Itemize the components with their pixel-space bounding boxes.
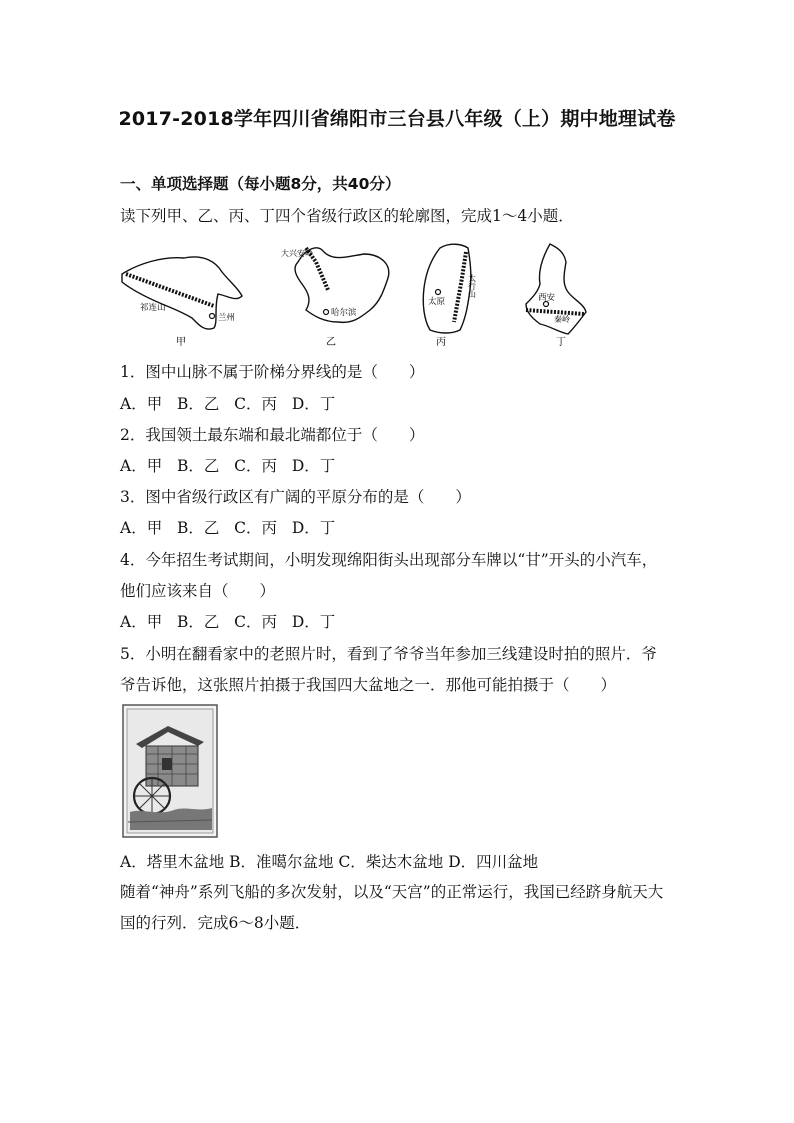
- label-taihang-mountain: 太行山: [467, 274, 477, 298]
- section-heading: 一、单项选择题（每小题8分，共40分）: [120, 175, 401, 193]
- question-4-options: [120, 612, 335, 632]
- label-qinling: 秦岭: [554, 315, 570, 324]
- question-5-line-2: 爷告诉他，这张照片拍摄于我国四大盆地之一．那他可能拍摄于（ ）: [120, 676, 617, 694]
- map-ding: [526, 244, 586, 348]
- exam-title: 2017-2018学年四川省绵阳市三台县八年级（上）期中地理试卷: [118, 108, 676, 130]
- option-b: B．乙: [176, 395, 220, 413]
- question-5-line-1: 5．小明在翻看家中的老照片时，看到了爷爷当年参加三线建设时拍的照片．爷: [120, 645, 657, 663]
- option-a: A．甲: [120, 457, 163, 475]
- question-5-options: A．塔里木盆地 B．准噶尔盆地 C．柴达木盆地 D．四川盆地: [120, 853, 539, 871]
- question-2: 2．我国领土最东端和最北端都位于（ ）: [120, 426, 425, 444]
- intro-text-2-line-2: 国的行列．完成6～8小题．: [120, 914, 311, 932]
- question-1: 1．图中山脉不属于阶梯分界线的是（ ）: [120, 363, 425, 381]
- option-b: B．乙: [176, 457, 220, 475]
- option-d: D．丁: [291, 457, 336, 475]
- label-harbin: 哈尔滨: [331, 308, 357, 318]
- province-outline-maps: [118, 238, 598, 354]
- option-d: D．丁: [291, 519, 336, 537]
- option-a: A．甲: [120, 395, 163, 413]
- map-jia: [122, 257, 242, 348]
- option-b: B．乙: [176, 613, 220, 631]
- option-a: A．甲: [120, 613, 163, 631]
- option-c: C．丙: [234, 613, 278, 631]
- label-xian: 西安: [538, 293, 556, 303]
- question-4-line-2: 他们应该来自（ ）: [120, 582, 276, 600]
- map-bing: [423, 244, 476, 348]
- option-c: C．丙: [234, 457, 278, 475]
- old-photo-illustration: [122, 704, 218, 838]
- option-c: C．丙: [234, 519, 278, 537]
- question-1-options: [120, 394, 335, 414]
- option-b: B．乙: [176, 519, 220, 537]
- option-c: C．丙: [234, 395, 278, 413]
- option-a: A．甲: [120, 519, 163, 537]
- map-label-bing: 丙: [436, 337, 446, 348]
- question-2-options: [120, 456, 335, 476]
- map-label-yi: 乙: [326, 337, 336, 348]
- map-label-ding: 丁: [556, 337, 566, 348]
- option-d: D．丁: [291, 613, 336, 631]
- label-qilian-mountain: 祁连山: [140, 303, 166, 313]
- question-4-line-1: 4．今年招生考试期间，小明发现绵阳街头出现部分车牌以“甘”开头的小汽车，: [120, 551, 658, 569]
- intro-text: 读下列甲、乙、丙、丁四个省级行政区的轮廓图，完成1～4小题．: [120, 207, 574, 225]
- option-d: D．丁: [291, 395, 336, 413]
- map-label-jia: 甲: [176, 337, 186, 348]
- intro-text-2-line-1: 随着“神舟”系列飞船的多次发射，以及“天宫”的正常运行，我国已经跻身航天大: [120, 883, 664, 901]
- label-daxinganling: 大兴安岭: [281, 249, 313, 258]
- label-lanzhou: 兰州: [218, 313, 236, 323]
- map-yi: [281, 248, 389, 348]
- question-3-options: [120, 518, 335, 538]
- question-3: 3．图中省级行政区有广阔的平原分布的是（ ）: [120, 488, 471, 506]
- label-taiyuan: 太原: [428, 297, 446, 307]
